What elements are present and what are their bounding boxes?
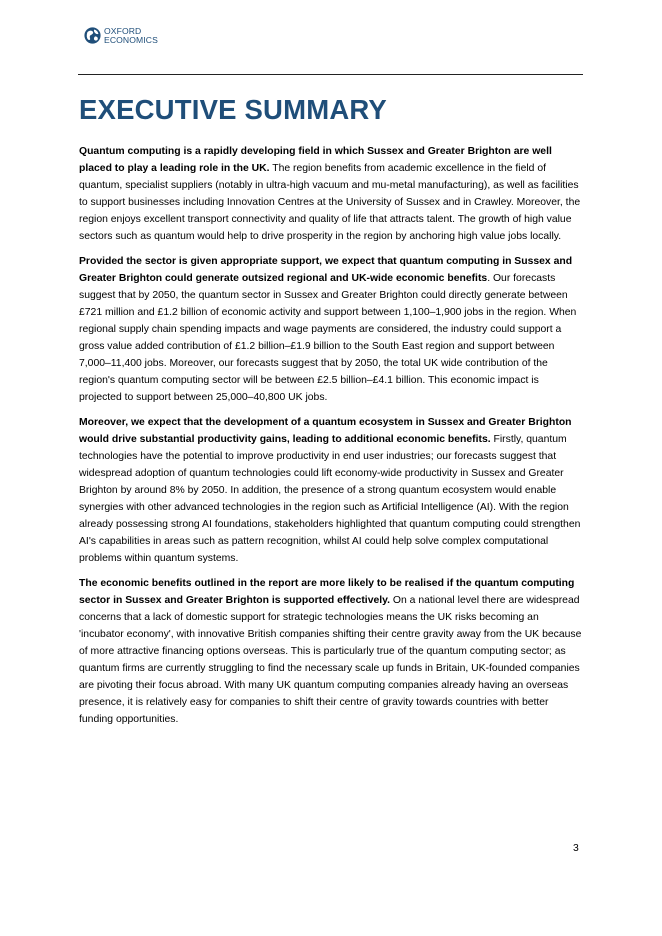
paragraph-text: . Our forecasts suggest that by 2050, the quantum sector in Sussex and Greater Brighton could directly generate between £721 million and £1.2 billion of economic activity and support between 1,100–1,900 jobs in the region. When regional supply chain spending impacts and wage payments are considered, the industry could support a gross value added contribution of £1.2 billion–£1.9 billion to the South East region and support between 7,000–11,400 jobs. Moreover, our forecasts suggest that by 2050, the total UK wide contribution of the region's quantum computing sector will be between £2.5 billion–£4.1 billion. This economic impact is projected to support between 25,000–40,800 UK jobs. bbox=[79, 273, 577, 403]
paragraph bbox=[79, 575, 584, 728]
paragraph-lead: Provided the sector is given appropriate support, we expect that quantum computing in Sussex and Greater Brighton could generate outsized regional and UK-wide economic benefits bbox=[79, 256, 573, 284]
paragraph bbox=[79, 143, 584, 245]
header-divider bbox=[78, 74, 583, 75]
globe-icon bbox=[84, 27, 101, 44]
page-number: 3 bbox=[573, 843, 579, 854]
logo-wordmark bbox=[104, 27, 158, 45]
paragraph-text: On a national level there are widespread concerns that a lack of domestic support for strategic technologies means the UK risks becoming an 'incubator economy', with innovative British companies shifting their centre gravity away from the UK because of more attractive financing options overseas. This is particularly true of the quantum computing sector; as quantum firms are currently struggling to find the necessary scale up funds in Britain, UK-founded companies are pivoting their focus abroad. With many UK quantum computing companies already having an overseas presence, it is relatively easy for companies to shift their centre of gravity towards countries with better funding opportunities. bbox=[79, 595, 582, 725]
logo-line-1: OXFORD bbox=[104, 26, 142, 36]
paragraph-lead: Moreover, we expect that the development of a quantum ecosystem in Sussex and Greater Brighton would drive substantial productivity gains, leading to additional economic benefits. bbox=[79, 417, 572, 445]
summary-body bbox=[79, 143, 584, 736]
paragraph-lead: Quantum computing is a rapidly developing field in which Sussex and Greater Brighton are well placed to play a leading role in the UK. bbox=[79, 146, 552, 174]
paragraph bbox=[79, 414, 584, 567]
page-title: EXECUTIVE SUMMARY bbox=[79, 94, 387, 125]
paragraph-text: Firstly, quantum technologies have the potential to improve productivity in end user industries; our forecasts suggest that widespread adoption of quantum technologies could lift economy-wide productivity in Sussex and Greater Brighton by around 8% by 2050. In addition, the presence of a strong quantum ecosystem would enable synergies with other advanced technologies in the region such as Artificial Intelligence (AI). With the region already possessing strong AI foundations, stakeholders highlighted that quantum computing could strengthen AI's capabilities in areas such as pattern recognition, whilst AI could help solve complex computational problems within quantum systems. bbox=[79, 434, 581, 564]
oxford-economics-logo bbox=[84, 27, 158, 45]
logo-line-2: ECONOMICS bbox=[104, 34, 158, 45]
paragraph bbox=[79, 253, 584, 406]
paragraph-text: The region benefits from academic excellence in the field of quantum, specialist suppliers (notably in ultra-high vacuum and mu-metal manufacturing), as well as facilities to support businesses including Innovation Centres at the University of Sussex and in Crawley. Moreover, the region enjoys excellent transport connectivity and quality of life that attracts talent. The growth of high value sectors such as quantum would help to drive prosperity in the region by anchoring high value jobs locally. bbox=[79, 163, 581, 242]
paragraph-lead: The economic benefits outlined in the report are more likely to be realised if the quantum computing sector in Sussex and Greater Brighton is supported effectively. bbox=[79, 578, 575, 606]
